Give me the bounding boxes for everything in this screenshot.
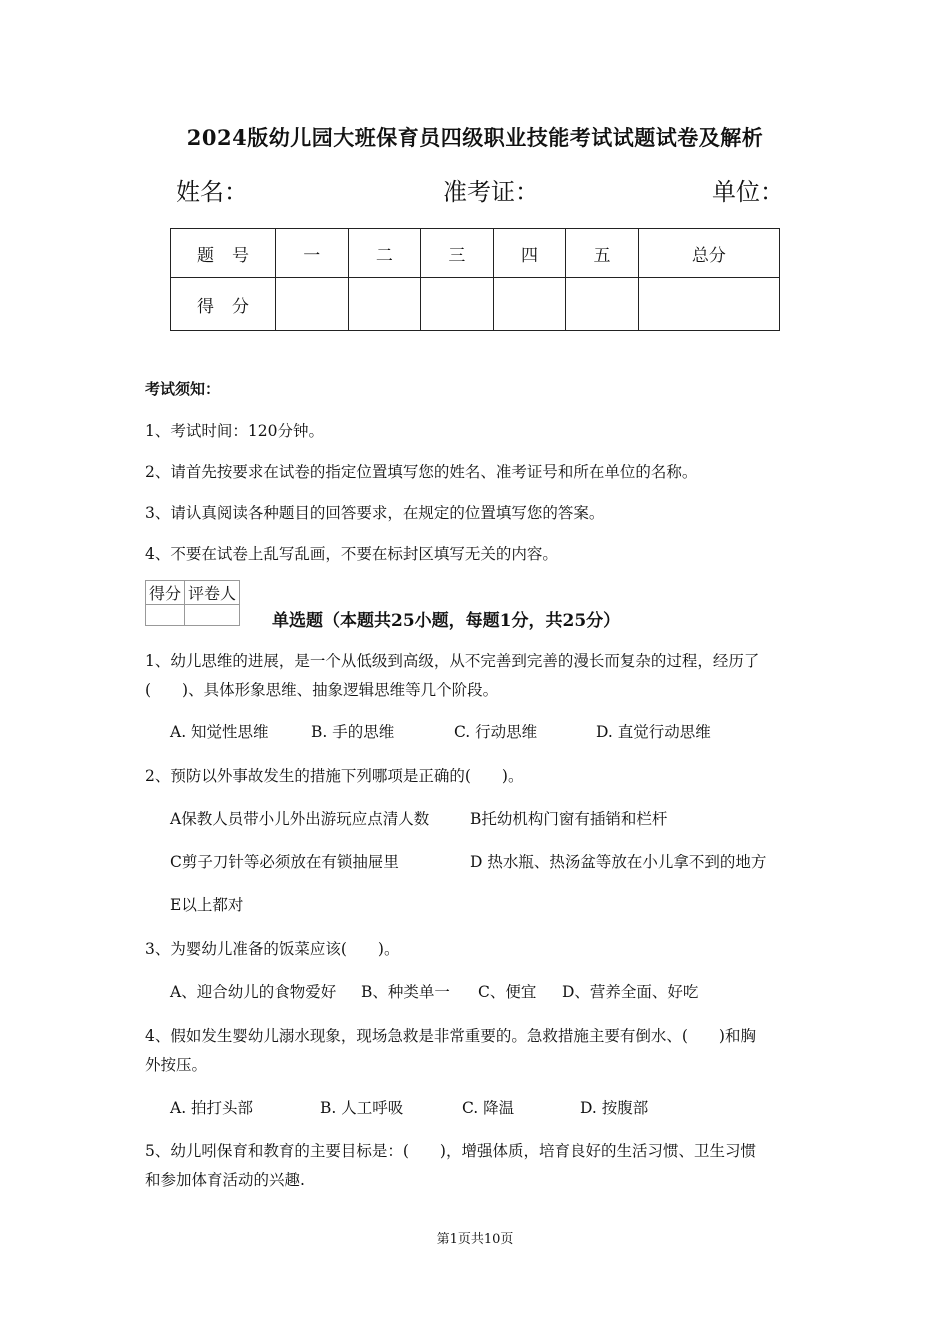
- question-1-option-a[interactable]: A. 知觉性思维: [170, 723, 269, 741]
- name-field-label: 姓名：: [176, 178, 248, 206]
- score-cell[interactable]: [276, 278, 349, 331]
- page-title: 2024版幼儿园大班保育员四级职业技能考试试题试卷及解析: [186, 125, 764, 150]
- question-3-line-1: 3、为婴幼儿准备的饭菜应该( )。: [145, 940, 400, 958]
- question-5-line-2: 和参加体育活动的兴趣.: [145, 1171, 305, 1189]
- grader-name-label: 评卷人: [185, 581, 240, 605]
- column-header: 五: [566, 229, 639, 278]
- question-4-option-a[interactable]: A. 拍打头部: [170, 1099, 254, 1117]
- question-1-line-1: 1、幼儿思维的进展，是一个从低级到高级，从不完善到完善的漫长而复杂的过程，经历了: [145, 652, 760, 670]
- grader-score-label: 得分: [146, 581, 185, 605]
- notice-item: 3、请认真阅读各种题目的回答要求，在规定的位置填写您的答案。: [145, 504, 605, 522]
- notice-heading: 考试须知：: [145, 380, 221, 398]
- section-title: 单选题（本题共25小题，每题1分，共25分）: [272, 611, 621, 631]
- score-cell[interactable]: [493, 278, 566, 331]
- question-2-option-d[interactable]: D 热水瓶、热汤盆等放在小儿拿不到的地方: [470, 853, 767, 871]
- question-4-option-b[interactable]: B. 人工呼吸: [320, 1099, 404, 1117]
- question-2-line-1: 2、预防以外事故发生的措施下列哪项是正确的( )。: [145, 767, 524, 785]
- column-header: 总分: [638, 229, 779, 278]
- question-5-line-1: 5、幼儿吲保育和教育的主要目标是：( )，增强体质，培育良好的生活习惯、卫生习惯: [145, 1142, 756, 1160]
- question-4-option-d[interactable]: D. 按腹部: [580, 1099, 649, 1117]
- question-3-option-a[interactable]: A、迎合幼儿的食物爱好: [170, 983, 337, 1001]
- unit-field-label: 单位：: [712, 178, 784, 206]
- question-3-option-d[interactable]: D、营养全面、好吃: [562, 983, 699, 1001]
- grader-score-cell[interactable]: [146, 605, 185, 626]
- score-table-score-row: [171, 278, 780, 331]
- grader-name-cell[interactable]: [185, 605, 240, 626]
- grader-box: [145, 580, 240, 626]
- notice-item: 4、不要在试卷上乱写乱画，不要在标封区填写无关的内容。: [145, 545, 558, 563]
- score-cell[interactable]: [421, 278, 494, 331]
- column-header: 四: [493, 229, 566, 278]
- column-header: 一: [276, 229, 349, 278]
- question-1-line-2: ( )、具体形象思维、抽象逻辑思维等几个阶段。: [145, 681, 499, 699]
- score-label-cell: 得分: [171, 278, 276, 331]
- question-1-option-b[interactable]: B. 手的思维: [311, 723, 395, 741]
- score-cell[interactable]: [566, 278, 639, 331]
- question-4-line-2: 外按压。: [145, 1056, 208, 1074]
- notice-item: 2、请首先按要求在试卷的指定位置填写您的姓名、准考证号和所在单位的名称。: [145, 463, 698, 481]
- notice-item: 1、考试时间：120分钟。: [145, 422, 324, 440]
- question-1-option-d[interactable]: D. 直觉行动思维: [596, 723, 711, 741]
- score-table: [170, 228, 780, 331]
- question-3-option-b[interactable]: B、种类单一: [361, 983, 450, 1001]
- exam-id-field-label: 准考证：: [443, 178, 539, 206]
- score-cell[interactable]: [348, 278, 421, 331]
- header-label-cell: 题号: [171, 229, 276, 278]
- question-3-option-c[interactable]: C、便宜: [478, 983, 537, 1001]
- column-header: 三: [421, 229, 494, 278]
- score-cell[interactable]: [638, 278, 779, 331]
- question-2-option-c[interactable]: C剪子刀针等必须放在有锁抽屉里: [170, 853, 399, 871]
- page-footer: 第1页共10页: [436, 1232, 514, 1247]
- score-table-header-row: [171, 229, 780, 278]
- column-header: 二: [348, 229, 421, 278]
- question-2-option-a[interactable]: A保教人员带小儿外出游玩应点清人数: [170, 810, 430, 828]
- question-2-option-b[interactable]: B托幼机构门窗有插销和栏杆: [470, 810, 668, 828]
- question-4-line-1: 4、假如发生婴幼儿溺水现象，现场急救是非常重要的。急救措施主要有倒水、( )和胸: [145, 1027, 756, 1045]
- question-2-option-e[interactable]: E以上都对: [170, 896, 244, 914]
- question-4-option-c[interactable]: C. 降温: [462, 1099, 515, 1117]
- question-1-option-c[interactable]: C. 行动思维: [454, 723, 538, 741]
